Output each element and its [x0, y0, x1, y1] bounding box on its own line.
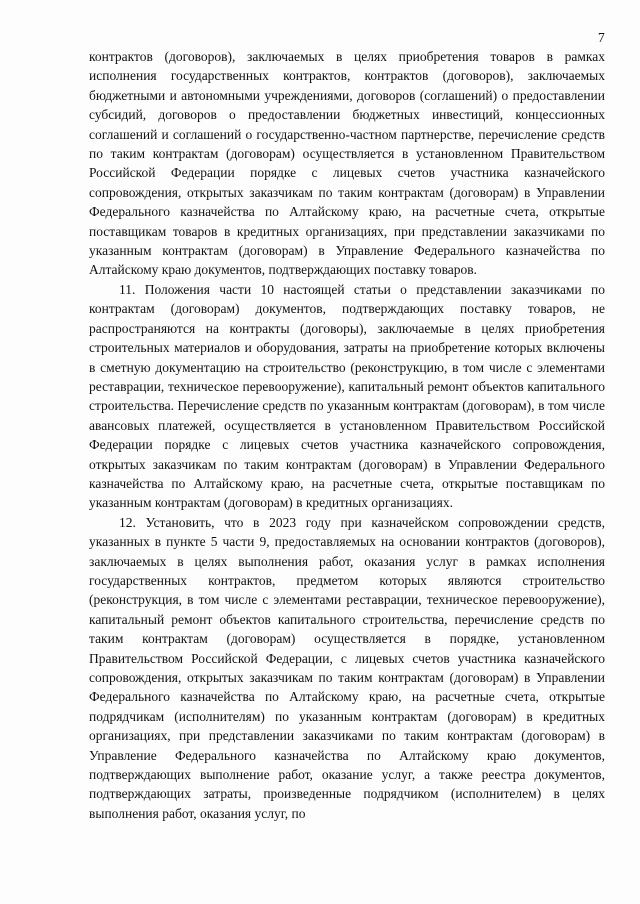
page-number: 7	[598, 30, 605, 45]
body-text	[89, 47, 605, 823]
paragraph-11: 11. Положения части 10 настоящей статьи о представлении заказчиками по контрактам (договорам) документов, подтверждающих поставку товаров, не распространяются на контракты (договоры), заключаемые в целях приобретения строительных материалов и оборудования, затраты на приобретение которых включены в сметную документацию на строительство (реконструкцию, в том числе с элементами реставрации, техническое перевооружение), капитальный ремонт объектов капитального строительства. Перечисление средств по указанным контрактам (договорам), в том числе авансовых платежей, осуществляется в установленном Правительством Российской Федерации порядке с лицевых счетов участника казначейского сопровождения, открытых заказчикам по таким контрактам (договорам) в Управлении Федерального казначейства по Алтайскому краю, на расчетные счета, открытые поставщикам по указанным контрактам (договорам) в кредитных организациях.	[89, 281, 605, 511]
paragraph-10-continuation: контрактов (договоров), заключаемых в целях приобретения товаров в рамках исполнения государственных контрактов, контрактов (договоров), заключаемых бюджетными и автономными учреждениями, договоров (соглашений) о предоставлении субсидий, договоров о предоставлении бюджетных инвестиций, концессионных соглашений и соглашений о государственно-частном партнерстве, перечисление средств по таким контрактам (договорам) осуществляется в установленном Правительством Российской Федерации порядке с лицевых счетов участника казначейского сопровождения, открытых заказчикам по таким контрактам (договорам) в Управлении Федерального казначейства по Алтайскому краю, на расчетные счета, открытые поставщикам товаров в кредитных организациях, при представлении заказчиками по указанным контрактам (договорам) в Управление Федерального казначейства по Алтайскому краю документов, подтверждающих поставку товаров.	[89, 49, 605, 278]
paragraph-12: 12. Установить, что в 2023 году при казначейском сопровождении средств, указанных в пункте 5 части 9, предоставляемых на основании контрактов (договоров), заключаемых в целях выполнения работ, оказания услуг в рамках исполнения государственных контрактов, предметом которых являются строительство (реконструкция, в том числе с элементами реставрации, техническое перевооружение), капитальный ремонт объектов капитального строительства, перечисление средств по таким контрактам (договорам) осуществляется в порядке, установленном Правительством Российской Федерации, с лицевых счетов участника казначейского сопровождения, открытых заказчикам по таким контрактам (договорам) в Управлении Федерального казначейства по Алтайскому краю, на расчетные счета, открытые подрядчикам (исполнителям) по указанным контрактам (договорам) в кредитных организациях, при представлении заказчиками по таким контрактам (договорам) в Управление Федерального казначейства по Алтайскому краю документов, подтверждающих выполнение работ, оказание услуг, а также реестра документов, подтверждающих затраты, произведенные подрядчиком (исполнителем) в целях выполнения работ, оказания услуг, по	[89, 514, 605, 821]
